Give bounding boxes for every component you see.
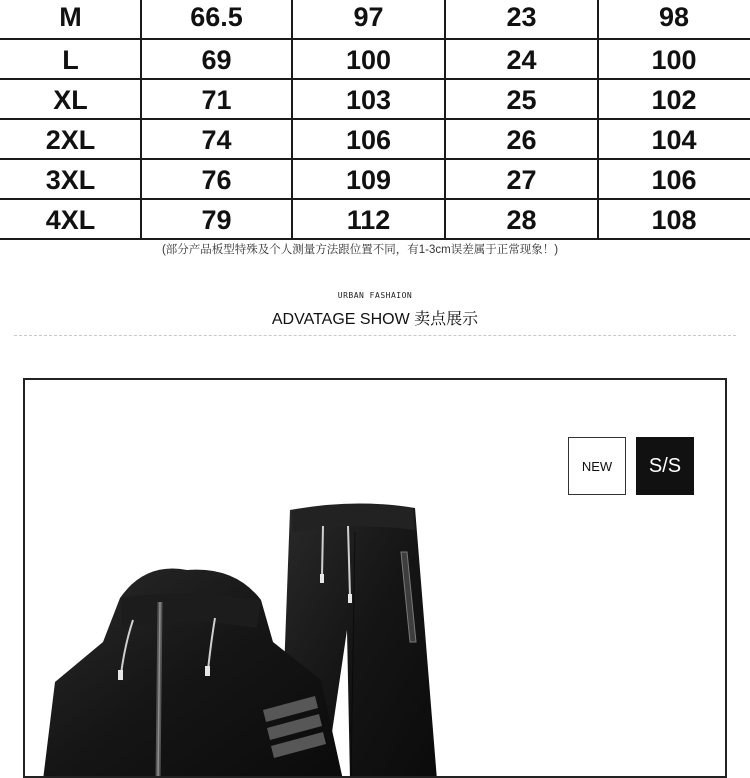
chest-cell: 109 — [345, 164, 392, 195]
sleeve-cell: 24 — [506, 44, 537, 75]
sleeve-cell: 28 — [506, 204, 537, 235]
new-badge: NEW — [568, 437, 626, 495]
chest-cell: 103 — [345, 84, 392, 115]
length-cell: 76 — [201, 164, 232, 195]
length-cell: 74 — [201, 124, 232, 155]
size-label-cell: 3XL — [45, 164, 96, 195]
pants-cell: 102 — [651, 84, 697, 115]
section-divider — [14, 335, 736, 336]
size-label-cell: XL — [53, 84, 88, 115]
length-cell: 79 — [201, 204, 232, 235]
product-showcase — [23, 378, 727, 778]
table-row — [0, 200, 750, 240]
chest-cell: 106 — [345, 124, 392, 155]
chest-cell: 97 — [353, 1, 384, 32]
pants-cell: 106 — [651, 164, 697, 195]
size-table — [0, 0, 750, 240]
chest-cell: 100 — [345, 44, 392, 75]
table-row — [0, 80, 750, 120]
sleeve-cell: 23 — [506, 1, 537, 32]
size-label-cell: 4XL — [45, 204, 96, 235]
length-cell: 66.5 — [190, 1, 243, 32]
season-badge: S/S — [636, 437, 694, 495]
section-title: ADVATAGE SHOW 卖点展示 — [271, 311, 479, 328]
pants-cell: 100 — [651, 44, 697, 75]
table-row — [0, 0, 750, 37]
measurement-note: (部分产品板型特殊及个人测量方法跟位置不同，有1-3cm误差属于正常现象！) — [161, 244, 559, 256]
length-cell: 69 — [201, 44, 232, 75]
sleeve-cell: 27 — [506, 164, 537, 195]
chest-cell: 112 — [346, 204, 391, 235]
length-cell: 71 — [201, 84, 232, 115]
table-row — [0, 160, 750, 200]
pants-cell: 98 — [658, 1, 690, 32]
table-row — [0, 40, 750, 80]
sleeve-cell: 26 — [506, 124, 537, 155]
size-label-cell: M — [59, 1, 82, 32]
size-label-cell: 2XL — [45, 124, 96, 155]
pants-cell: 104 — [651, 124, 697, 155]
table-row — [0, 120, 750, 160]
pants-cell: 108 — [651, 204, 697, 235]
section-subtitle: URBAN FASHAION — [337, 291, 413, 300]
size-label-cell: L — [62, 44, 79, 75]
sleeve-cell: 25 — [506, 84, 537, 115]
